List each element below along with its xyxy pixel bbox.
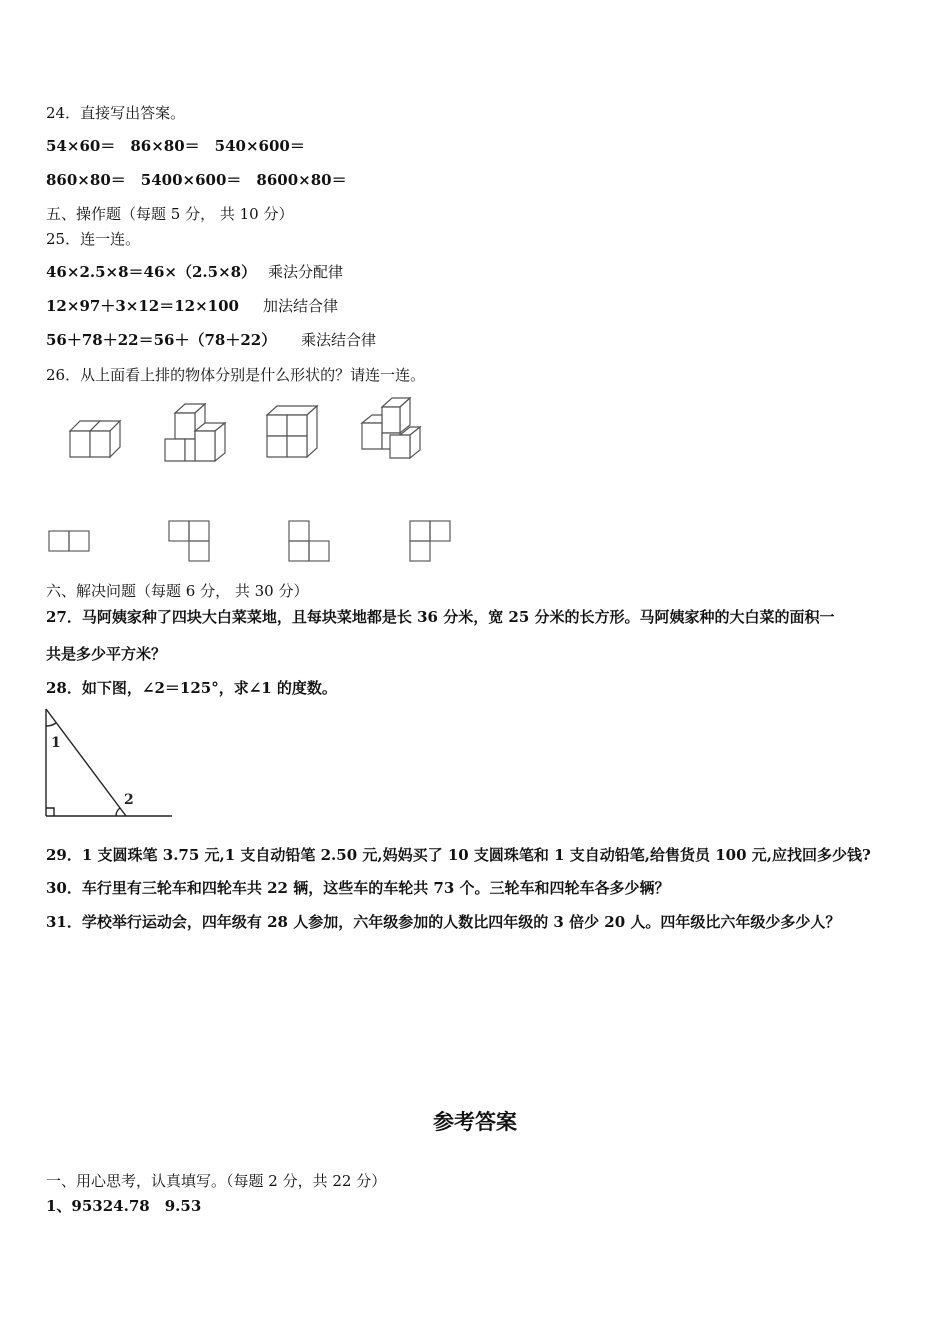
q31-text: 31．学校举行运动会，四年级有 28 人参加，六年级参加的人数比四年级的 3 倍少 20 人。四年级比六年级少多少人？ bbox=[46, 913, 841, 931]
cube-group-4 bbox=[362, 398, 420, 458]
section-6-heading: 六、解决问题（每题 6 分， 共 30 分） bbox=[46, 582, 309, 600]
answers-title: 参考答案 bbox=[433, 1109, 517, 1134]
angle-2-label: 2 bbox=[124, 792, 134, 808]
q25-law-3: 乘法结合律 bbox=[301, 331, 377, 349]
cube-group-2 bbox=[165, 404, 225, 461]
q26-cube-figures bbox=[60, 395, 440, 467]
q26-top-views bbox=[44, 516, 454, 566]
answers-section-1: 一、用心思考，认真填写。（每题 2 分，共 22 分） bbox=[46, 1172, 387, 1190]
q27-line-2: 共是多少平方米？ bbox=[46, 645, 167, 663]
q25-expr-1: 46×2.5×8＝46×（2.5×8） bbox=[46, 263, 257, 281]
q25-expr-2: 12×97＋3×12＝12×100 bbox=[46, 297, 239, 315]
cube-group-3 bbox=[267, 406, 317, 457]
cube-group-1 bbox=[70, 421, 120, 457]
q24-row-1: 54×60＝ 86×80＝ 540×600＝ bbox=[46, 137, 305, 155]
answer-1: 1、95324.78 9.53 bbox=[46, 1197, 202, 1215]
q24-row-2: 860×80＝ 5400×600＝ 8600×80＝ bbox=[46, 171, 347, 189]
q30-text: 30．车行里有三轮车和四轮车共 22 辆，这些车的车轮共 73 个。三轮车和四轮车各多少辆？ bbox=[46, 879, 670, 897]
q25-title: 25．连一连。 bbox=[46, 230, 141, 248]
q29-text: 29．1 支圆珠笔 3.75 元,1 支自动铅笔 2.50 元,妈妈买了 10 支圆珠笔和 1 支自动铅笔,给售货员 100 元,应找回多少钱? bbox=[46, 846, 871, 864]
q25-expr-3: 56＋78＋22＝56＋（78＋22） bbox=[46, 331, 277, 349]
q28-triangle-diagram bbox=[40, 704, 180, 824]
section-5-heading: 五、操作题（每题 5 分， 共 10 分） bbox=[46, 205, 294, 223]
angle-1-label: 1 bbox=[51, 735, 61, 751]
q28-title: 28．如下图，∠2＝125°，求∠1 的度数。 bbox=[46, 679, 337, 697]
top-view-4 bbox=[410, 521, 450, 561]
q25-law-1: 乘法分配律 bbox=[268, 263, 344, 281]
q26-title: 26．从上面看上排的物体分别是什么形状的？请连一连。 bbox=[46, 366, 426, 384]
q24-title: 24．直接写出答案。 bbox=[46, 104, 186, 122]
q27-line-1: 27．马阿姨家种了四块大白菜菜地，且每块菜地都是长 36 分米，宽 25 分米的长方形。马阿姨家种的大白菜的面积一 bbox=[46, 608, 835, 626]
q25-law-2: 加法结合律 bbox=[263, 297, 339, 315]
top-view-3 bbox=[289, 521, 329, 561]
top-view-1 bbox=[49, 531, 89, 551]
top-view-2 bbox=[169, 521, 209, 561]
